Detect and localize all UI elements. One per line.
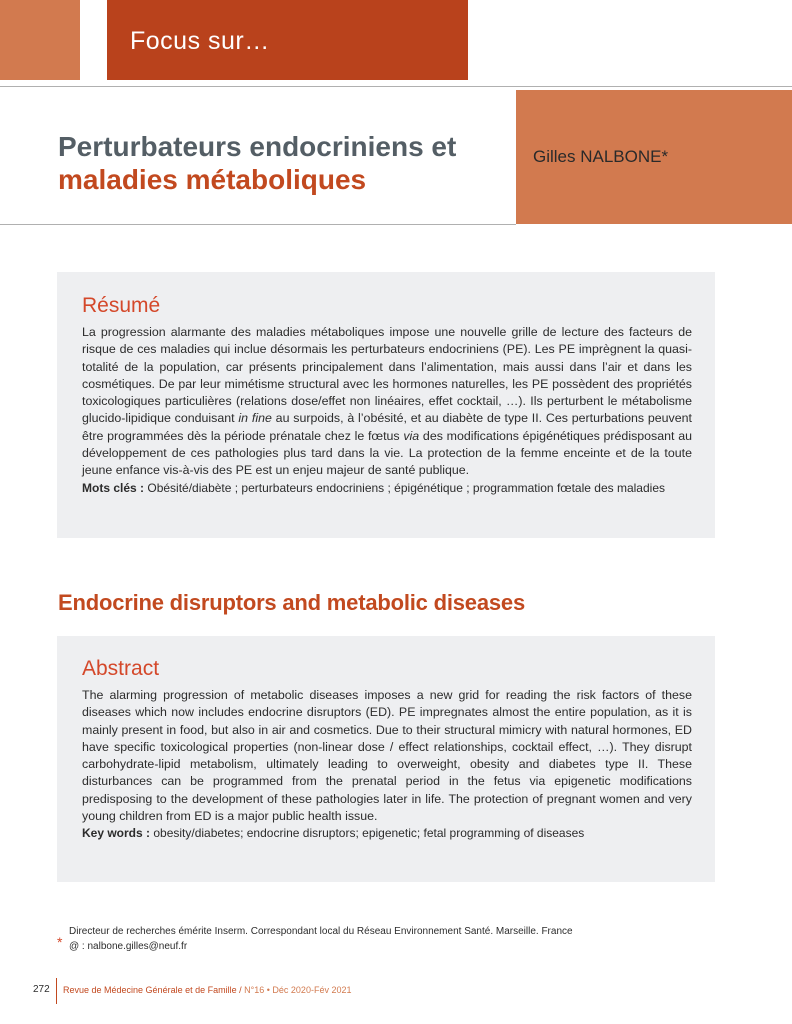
header-accent-block: [0, 0, 80, 80]
journal-issue: N°16 • Déc 2020-Fév 2021: [244, 985, 352, 995]
section-label: Focus sur…: [130, 27, 270, 55]
article-title-line1: Perturbateurs endocriniens et: [58, 131, 457, 162]
author-name: Gilles NALBONE*: [533, 147, 669, 166]
journal-name: Revue de Médecine Générale et de Famille: [63, 985, 237, 995]
english-title: Endocrine disruptors and metabolic diseases: [58, 590, 525, 615]
resume-body-part3: des modifications épigénétiques prédisposant au développement de ces pathologies plus tard dans la vie. La protection de la femme enceinte et de la toute jeune enfance vis-à-vis des PE est un enjeu majeur de santé publique.: [82, 428, 692, 478]
abstract-body: The alarming progression of metabolic diseases imposes a new grid for reading the risk factors of these diseases which now includes endocrine disruptors (ED). PE impregnates almost the entire population, as it is mainly present in food, but also in air and cosmetics. Due to their structural mimicry with natural hormones, ED have specific toxicological properties (non-linear dose / effect relationships, cocktail effect, …). They disrupt carbohydrate-lipid metabolism, ultimately leading to overweight, obesity and diabetes type II. These disturbances can be programmed from the prenatal period in the fetus via epigenetic modifications predisposing to the development of these pathologies later in life. The protection of pregnant women and very young children from ED is a major public health issue.: [82, 688, 692, 824]
journal-reference: [63, 985, 351, 995]
page-number: 272: [33, 984, 50, 995]
article-title-line2: maladies métaboliques: [58, 164, 367, 195]
divider-bottom: [0, 224, 516, 225]
footer-divider: [56, 978, 57, 1004]
divider-top: [0, 86, 792, 87]
resume-heading: Résumé: [82, 294, 161, 317]
abstract-box: [57, 636, 715, 882]
abstract-keywords-list: obesity/diabetes; endocrine disruptors; epigenetic; fetal programming of diseases: [153, 826, 585, 841]
journal-separator: /: [239, 985, 242, 995]
article-title: [58, 130, 508, 196]
resume-keywords: [82, 480, 692, 497]
resume-body: [82, 324, 692, 480]
abstract-keywords-label: Key words :: [82, 826, 151, 841]
resume-keywords-list: Obésité/diabète ; perturbateurs endocriniens ; épigénétique ; programmation fœtale des maladies: [147, 480, 665, 495]
footnote-affiliation: Directeur de recherches émérite Inserm. Correspondant local du Réseau Environnement Santé. Marseille. France: [69, 926, 573, 937]
abstract-keywords: [82, 825, 692, 842]
resume-body-part1: La progression alarmante des maladies métaboliques impose une nouvelle grille de lecture des facteurs de risque de ces maladies qui inclue désormais les perturbateurs endocriniens (PE). Les PE imprègnent la quasi-totalité de la population, car présents principalement dans l’alimentation, mais aussi dans l’air et dans les cosmétiques. De par leur mimétisme structural avec les hormones naturelles, les PE possèdent des propriétés toxicologiques particulières (relations dose/effet non linéaires, effet cocktail, …). Ils perturbent le métabolisme glucido-lipidique conduisant: [82, 325, 692, 426]
resume-body-italic2: via: [403, 428, 420, 443]
resume-body-part2: au surpoids, à l’obésité, et au diabète de type II. Ces perturbations peuvent être programmées dès la période prénatale chez le fœtus: [82, 411, 692, 443]
footnote-marker: *: [57, 934, 63, 950]
footnote-email[interactable]: @ : nalbone.gilles@neuf.fr: [69, 941, 188, 952]
resume-body-italic1: in fine: [238, 411, 272, 426]
resume-text: [82, 324, 692, 497]
abstract-heading: Abstract: [82, 657, 160, 680]
resume-box: [57, 272, 715, 538]
resume-keywords-label: Mots clés :: [82, 480, 145, 495]
abstract-text: [82, 687, 692, 843]
